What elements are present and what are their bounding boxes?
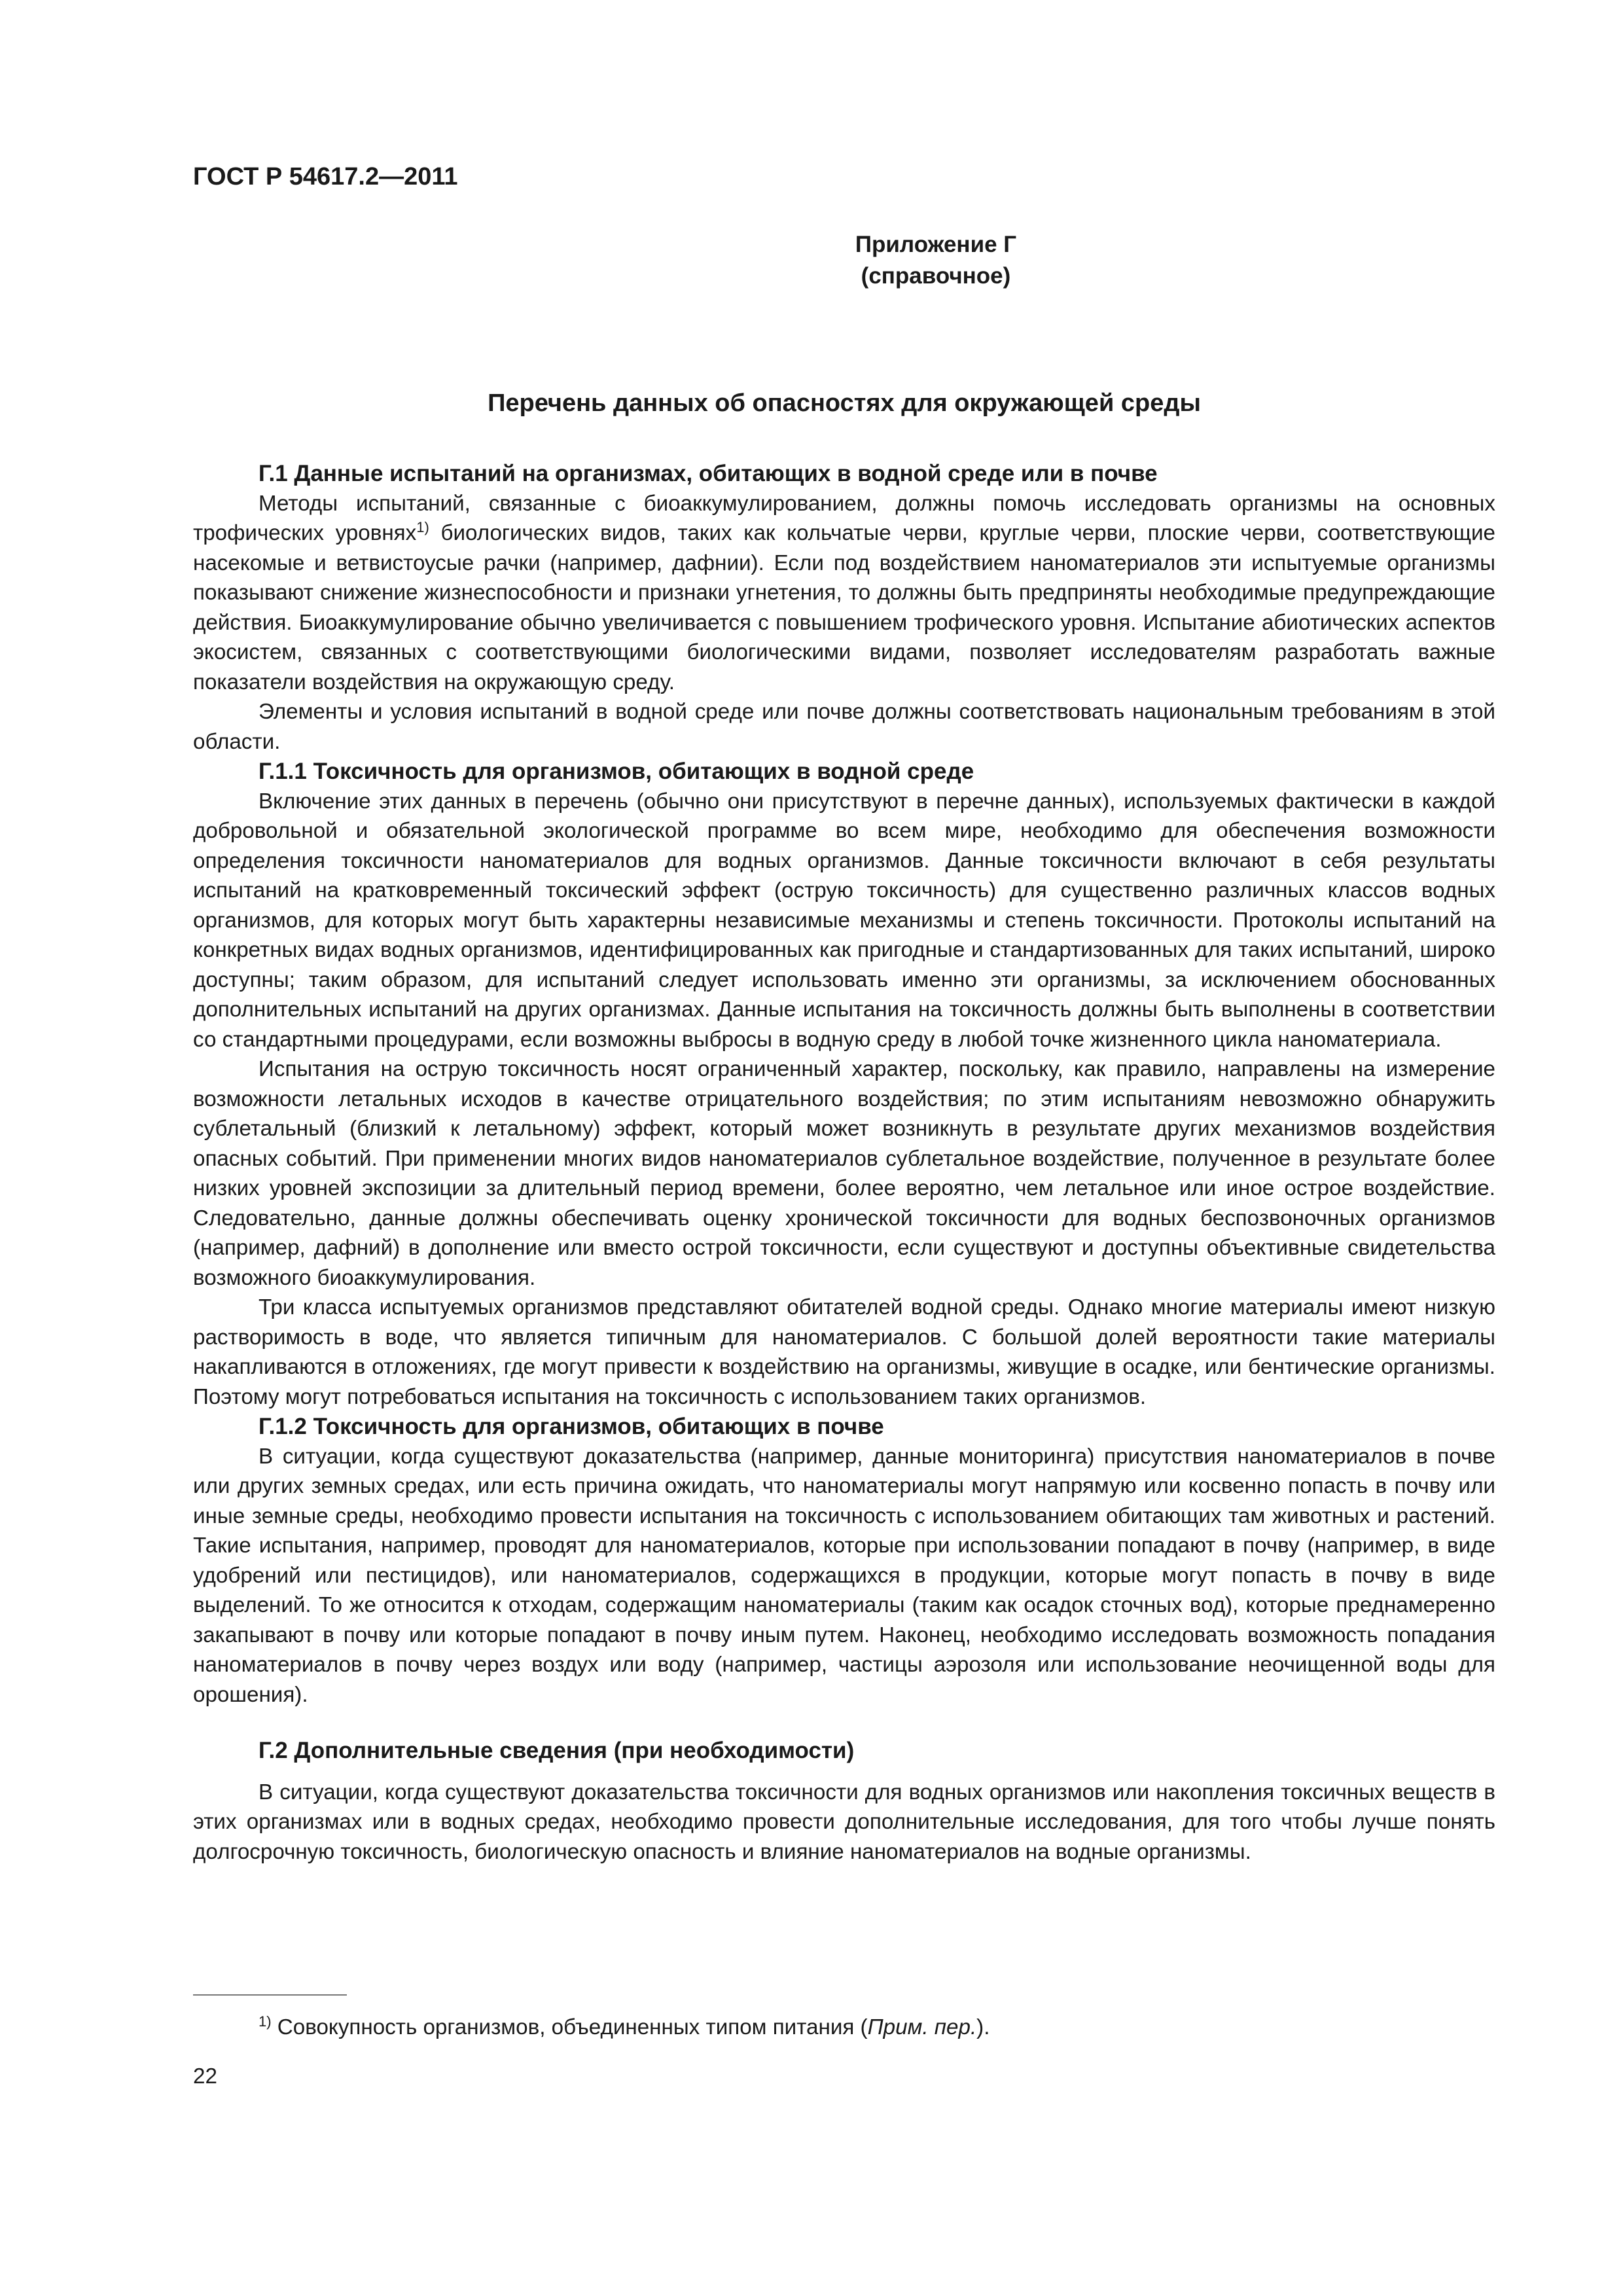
paragraph-text: Методы испытаний, связанные с биоаккумулированием, должны помочь исследовать организмы на основных трофических уровнях — [193, 491, 1495, 545]
footnote-translator-note: Прим. пер. — [867, 2015, 977, 2040]
appendix-heading — [193, 229, 1495, 292]
footnote-mark: 1) — [259, 2013, 272, 2030]
footnote-text: Совокупность организмов, объединенных типом питания ( — [271, 2015, 868, 2040]
footnote-divider — [193, 1994, 347, 1996]
section-heading-g1-1: Г.1.1 Токсичность для организмов, обитающих в водной среде — [259, 759, 974, 784]
paragraph: В ситуации, когда существуют доказательства (например, данные мониторинга) присутствия наноматериалов в почве или других земных средах, или есть причина ожидать, что наноматериалы могут напрямую или косвенно попасть в почву или иные земные среды, необходимо провести испытания на токсичность с использованием обитающих там животных и растений. Такие испытания, например, проводят для наноматериалов, которые при использовании попадают в почву (например, в виде удобрений или пестицидов), или наноматериалов, содержащихся в продукции, которые могут попасть в почву в виде выделений. То же относится к отходам, содержащим наноматериалы (таким как осадок сточных вод), которые преднамеренно закапывают в почву или которые попадают в почву иным путем. Наконец, необходимо исследовать возможность попадания наноматериалов в почву через воздух или воду (например, частицы аэрозоля или использование неочищенной воды для орошения). — [193, 1444, 1495, 1707]
paragraph: Три класса испытуемых организмов представляют обитателей водной среды. Однако многие материалы имеют низкую растворимость в воде, что является типичным для наноматериалов. С большой долей вероятности такие материалы накапливаются в отложениях, где могут привести к воздействию на организмы, живущие в осадке, или бентические организмы. Поэтому могут потребоваться испытания на токсичность с использованием таких организмов. — [193, 1295, 1495, 1409]
footnote — [259, 2007, 990, 2042]
paragraph: Включение этих данных в перечень (обычно они присутствуют в перечне данных), используемых фактически в каждой добровольной и обязательной экологической программе во всем мире, необходимо для обеспечения возможности определения токсичности наноматериалов для водных организмов. Данные токсичности включают в себя результаты испытаний на кратковременный токсический эффект (острую токсичность) для существенно различных классов водных организмов, для которых могут быть характерны независимые механизмы и степень токсичности. Протоколы испытаний на конкретных видах водных организмов, идентифицированных как пригодные и стандартизованных для таких испытаний, широко доступны; таким образом, для испытаний следует использовать именно эти организмы, за исключением обоснованных дополнительных испытаний на других организмах. Данные испытания на токсичность должны быть выполнены в соответствии со стандартными процедурами, если возможны выбросы в водную среду в любой точке жизненного цикла наноматериала. — [193, 789, 1495, 1052]
page-number: 22 — [193, 2064, 217, 2089]
section-heading-g2: Г.2 Дополнительные сведения (при необходимости) — [259, 1738, 855, 1763]
document-page — [193, 160, 1495, 1867]
paragraph: Элементы и условия испытаний в водной среде или почве должны соответствовать национальным требованиям в этой области. — [193, 700, 1495, 754]
paragraph: Испытания на острую токсичность носят ограниченный характер, поскольку, как правило, направлены на измерение возможности летальных исходов в качестве отрицательного воздействия; по этим испытаниям невозможно обнаружить сублетальный (близкий к летальному) эффект, который может возникнуть в результате других механизмов воздействия опасных событий. При применении многих видов наноматериалов сублетальное воздействие, полученное в результате более низких уровней экспозиции за длительный период времени, более вероятно, чем летальное или иное острое воздействие. Следовательно, данные должны обеспечивать оценку хронической токсичности для водных беспозвоночных организмов (например, дафний) в дополнение или вместо острой токсичности, если существуют и доступны объективные свидетельства возможного биоаккумулирования. — [193, 1057, 1495, 1290]
section-heading-g1-2: Г.1.2 Токсичность для организмов, обитающих в почве — [259, 1414, 884, 1439]
appendix-status: (справочное) — [861, 263, 1011, 289]
paragraph — [193, 489, 1495, 698]
paragraph-text: биологических видов, таких как кольчатые черви, круглые черви, плоские черви, соответствующие насекомые и ветвистоусые рачки (например, дафнии). Если под воздействием наноматериалов эти испытуемые организмы показывают снижение жизнеспособности и признаки угнетения, то должны быть предприняты необходимые предупреждающие действия. Биоаккумулирование обычно увеличивается с повышением трофического уровня. Испытание абиотических аспектов экосистем, связанных с соответствующими биологическими видами, позволяет исследователям разработать важные показатели воздействия на окружающую среду. — [193, 521, 1495, 694]
footnote-closing: ). — [976, 2015, 990, 2040]
footnote-reference: 1) — [416, 518, 429, 535]
document-code: ГОСТ Р 54617.2—2011 — [193, 163, 458, 190]
appendix-label: Приложение Г — [855, 232, 1017, 257]
appendix-title: Перечень данных об опасностях для окружающей среды — [488, 389, 1201, 417]
section-heading-g1: Г.1 Данные испытаний на организмах, обитающих в водной среде или в почве — [259, 461, 1158, 486]
paragraph: В ситуации, когда существуют доказательства токсичности для водных организмов или накопления токсичных веществ в этих организмах или в водных средах, необходимо провести дополнительные исследования, для того чтобы лучше понять долгосрочную токсичность, биологическую опасность и влияние наноматериалов на водные организмы. — [193, 1780, 1495, 1864]
